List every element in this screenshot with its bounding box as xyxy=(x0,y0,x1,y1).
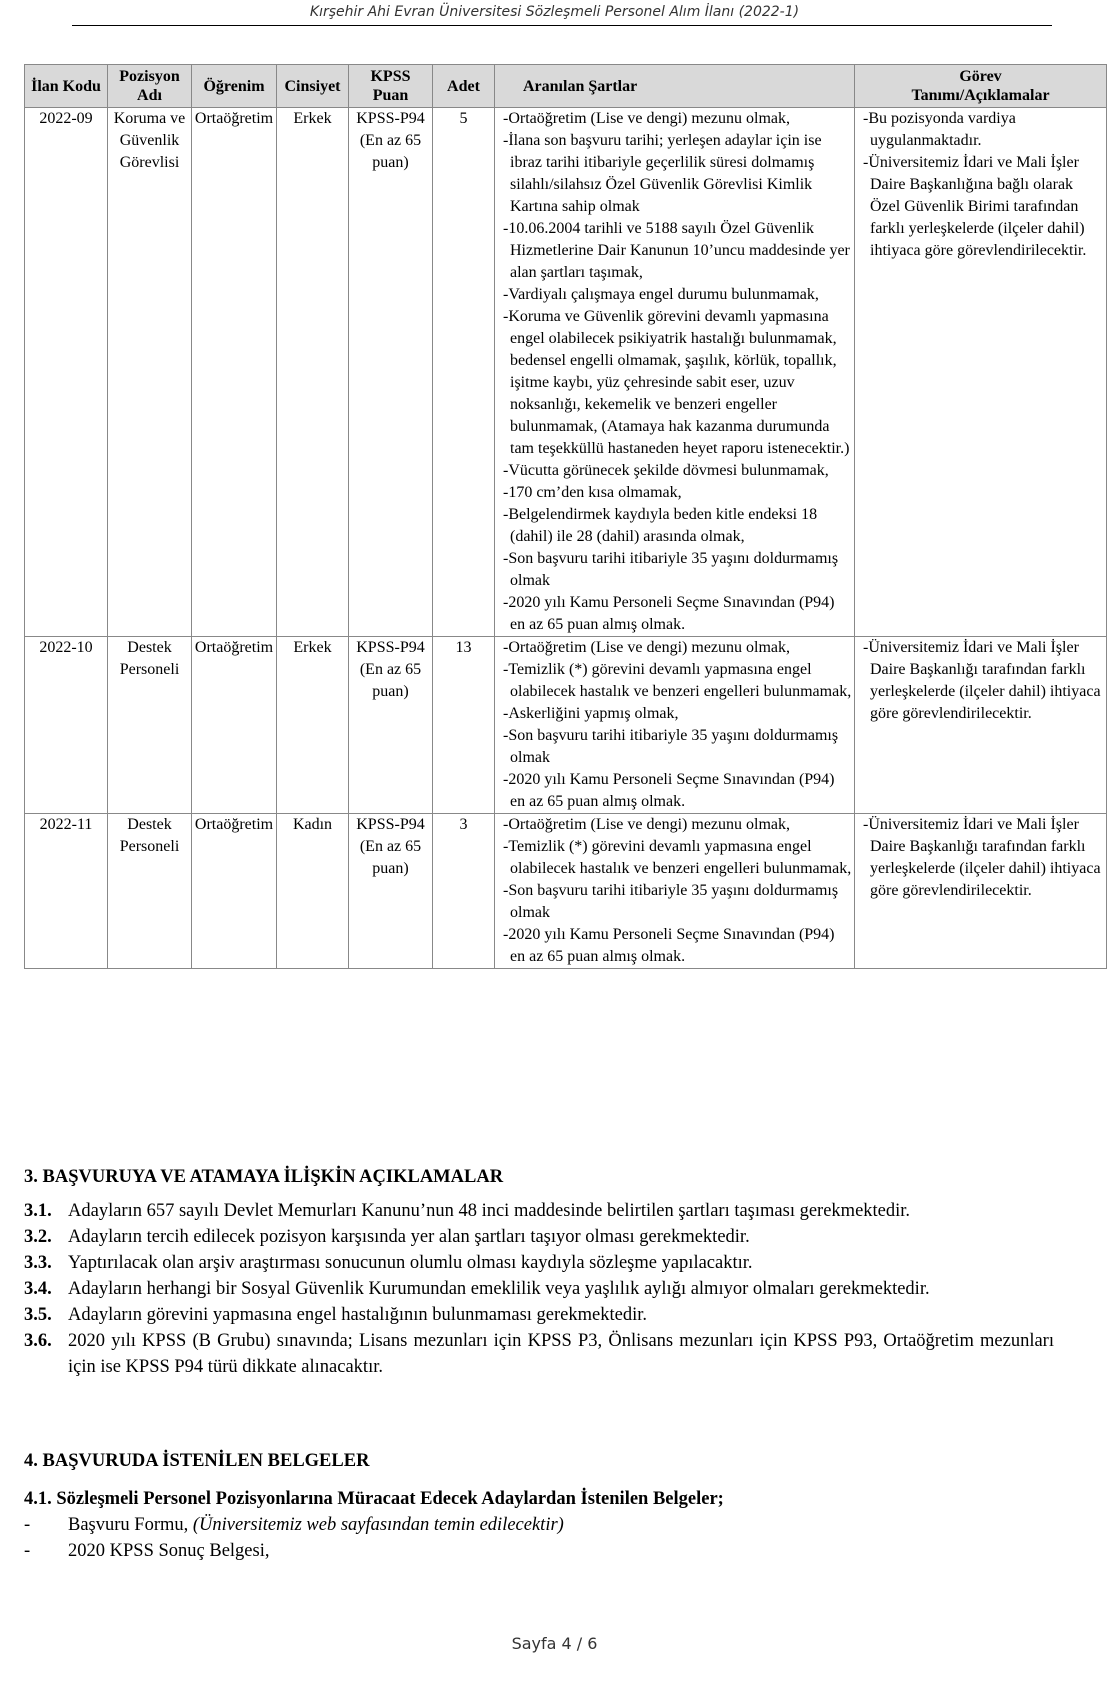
section-3-item: 3.1. Adayların 657 sayılı Devlet Memurları Kanunu’nun 48 inci maddesinde belirtilen şartları taşıması gerekmektedir. xyxy=(24,1201,911,1221)
cell-education: Ortaöğretim xyxy=(192,637,277,814)
requirement-item: - Temizlik (*) görevini devamlı yapmasına engel olabilecek hastalık ve benzeri engelleri bulunmamak, xyxy=(510,836,852,880)
requirement-item: - Askerliğini yapmış olmak, xyxy=(510,703,852,725)
requirement-item: - 10.06.2004 tarihli ve 5188 sayılı Özel Güvenlik Hizmetlerine Dair Kanunun 10’uncu maddesinde yer alan şartları taşımak, xyxy=(510,218,852,284)
cell-count: 5 xyxy=(433,108,495,637)
note-item: - Bu pozisyonda vardiya uygulanmaktadır. xyxy=(870,108,1104,152)
requirement-item: - Son başvuru tarihi itibariyle 35 yaşını doldurmamış olmak xyxy=(510,725,852,769)
requirement-item: - Belgelendirmek kaydıyla beden kitle endeksi 18 (dahil) ile 28 (dahil) arasında olmak, xyxy=(510,504,852,548)
cell-count: 13 xyxy=(433,637,495,814)
requirement-item: - 2020 yılı Kamu Personeli Seçme Sınavından (P94) en az 65 puan almış olmak. xyxy=(510,769,852,813)
col-adet: Adet xyxy=(433,65,495,108)
col-sartlar: Aranılan Şartlar xyxy=(495,65,855,108)
requirement-item: - Son başvuru tarihi itibariyle 35 yaşını doldurmamış olmak xyxy=(510,880,852,924)
cell-code: 2022-10 xyxy=(25,637,108,814)
requirement-item: - Son başvuru tarihi itibariyle 35 yaşını doldurmamış olmak xyxy=(510,548,852,592)
cell-position: Destek Personeli xyxy=(108,637,192,814)
section-3-title: 3. BAŞVURUYA VE ATAMAYA İLİŞKİN AÇIKLAMALAR xyxy=(24,1167,504,1187)
requirement-item: - Vücutta görünecek şekilde dövmesi bulunmamak, xyxy=(510,460,852,482)
col-kpss: KPSS Puan xyxy=(349,65,433,108)
col-ogrenim: Öğrenim xyxy=(192,65,277,108)
note-item: - Üniversitemiz İdari ve Mali İşler Daire Başkanlığı tarafından farklı yerleşkelerde (ilçeler dahil) ihtiyaca göre görevlendirilecektir. xyxy=(870,814,1104,902)
cell-requirements xyxy=(495,108,855,637)
cell-gender: Kadın xyxy=(277,814,349,969)
section-3-item: 3.6. 2020 yılı KPSS (B Grubu) sınavında; Lisans mezunları için KPSS P3, Önlisans mezunları için KPSS P93, Ortaöğretim mezunları için ise KPSS P94 türü dikkate alınacaktır. xyxy=(24,1331,1054,1377)
cell-position: Koruma ve Güvenlik Görevlisi xyxy=(108,108,192,637)
col-cinsiyet: Cinsiyet xyxy=(277,65,349,108)
table-row xyxy=(25,637,1107,814)
cell-position: Destek Personeli xyxy=(108,814,192,969)
cell-notes xyxy=(855,814,1107,969)
document-header: Kırşehir Ahi Evran Üniversitesi Sözleşmeli Personel Alım İlanı (2022-1) xyxy=(309,4,800,20)
table-header-row xyxy=(25,65,1107,108)
section-4 xyxy=(24,1448,1054,1564)
document-item: - Başvuru Formu, (Üniversitemiz web sayfasından temin edilecektir) xyxy=(24,1515,564,1535)
cell-gender: Erkek xyxy=(277,108,349,637)
requirement-item: - Ortaöğretim (Lise ve dengi) mezunu olmak, xyxy=(510,814,852,836)
cell-gender: Erkek xyxy=(277,637,349,814)
section-3-item: 3.5. Adayların görevini yapmasına engel hastalığının bulunmaması gerekmektedir. xyxy=(24,1305,647,1325)
requirement-item: - Koruma ve Güvenlik görevini devamlı yapmasına engel olabilecek psikiyatrik hastalığı bulunmamak, bedensel engelli olmamak, şaşılık, körlük, topallık, işitme kaybı, yüz çehresinde sabit eser, uzuv noksanlığı, kekemelik ve benzeri engeller bulunmamak, (Atamaya hak kazanma durumunda tam teşekküllü hastaneden heyet raporu istenecektir.) xyxy=(510,306,852,460)
cell-kpss: KPSS-P94 (En az 65 puan) xyxy=(349,108,433,637)
header-rule xyxy=(72,25,1052,26)
requirement-item: - 170 cm’den kısa olmamak, xyxy=(510,482,852,504)
requirement-item: - Ortaöğretim (Lise ve dengi) mezunu olmak, xyxy=(510,108,852,130)
table-row xyxy=(25,108,1107,637)
document-item: - 2020 KPSS Sonuç Belgesi, xyxy=(24,1541,270,1561)
page-number: Sayfa 4 / 6 xyxy=(511,1634,598,1653)
cell-education: Ortaöğretim xyxy=(192,108,277,637)
positions-table xyxy=(24,64,1107,969)
note-item: - Üniversitemiz İdari ve Mali İşler Daire Başkanlığına bağlı olarak Özel Güvenlik Birimi tarafından farklı yerleşkelerde (ilçeler dahil) ihtiyaca göre görevlendirilecektir. xyxy=(870,152,1104,262)
cell-code: 2022-11 xyxy=(25,814,108,969)
requirement-item: - İlana son başvuru tarihi; yerleşen adaylar için ise ibraz tarihi itibariyle geçerlilik süresi dolmamış silahlı/silahsız Özel Güvenlik Görevlisi Kimlik Kartına sahip olmak xyxy=(510,130,852,218)
cell-code: 2022-09 xyxy=(25,108,108,637)
section-4-title: 4. BAŞVURUDA İSTENİLEN BELGELER xyxy=(24,1451,370,1471)
cell-notes xyxy=(855,637,1107,814)
col-pozisyon: Pozisyon Adı xyxy=(108,65,192,108)
cell-count: 3 xyxy=(433,814,495,969)
cell-requirements xyxy=(495,637,855,814)
cell-requirements xyxy=(495,814,855,969)
requirement-item: - 2020 yılı Kamu Personeli Seçme Sınavından (P94) en az 65 puan almış olmak. xyxy=(510,592,852,636)
section-3-item: 3.3. Yaptırılacak olan arşiv araştırması sonucunun olumlu olması kaydıyla sözleşme yapılacaktır. xyxy=(24,1253,753,1273)
cell-education: Ortaöğretim xyxy=(192,814,277,969)
table-row xyxy=(25,814,1107,969)
cell-kpss: KPSS-P94 (En az 65 puan) xyxy=(349,814,433,969)
section-3-item: 3.2. Adayların tercih edilecek pozisyon karşısında yer alan şartları taşıyor olması gerekmektedir. xyxy=(24,1227,750,1247)
section-3 xyxy=(24,1164,1054,1380)
requirement-item: - Vardiyalı çalışmaya engel durumu bulunmamak, xyxy=(510,284,852,306)
col-ilan-kodu: İlan Kodu xyxy=(25,65,108,108)
col-gorev: Görev Tanımı/Açıklamalar xyxy=(855,65,1107,108)
cell-kpss: KPSS-P94 (En az 65 puan) xyxy=(349,637,433,814)
requirement-item: - Ortaöğretim (Lise ve dengi) mezunu olmak, xyxy=(510,637,852,659)
cell-notes xyxy=(855,108,1107,637)
requirement-item: - Temizlik (*) görevini devamlı yapmasına engel olabilecek hastalık ve benzeri engelleri bulunmamak, xyxy=(510,659,852,703)
section-3-item: 3.4. Adayların herhangi bir Sosyal Güvenlik Kurumundan emeklilik veya yaşlılık aylığı almıyor olmaları gerekmektedir. xyxy=(24,1279,930,1299)
section-4-subtitle: 4.1. Sözleşmeli Personel Pozisyonlarına Müracaat Edecek Adaylardan İstenilen Belgeler; xyxy=(24,1489,724,1509)
requirement-item: - 2020 yılı Kamu Personeli Seçme Sınavından (P94) en az 65 puan almış olmak. xyxy=(510,924,852,968)
note-item: - Üniversitemiz İdari ve Mali İşler Daire Başkanlığı tarafından farklı yerleşkelerde (ilçeler dahil) ihtiyaca göre görevlendirilecektir. xyxy=(870,637,1104,725)
